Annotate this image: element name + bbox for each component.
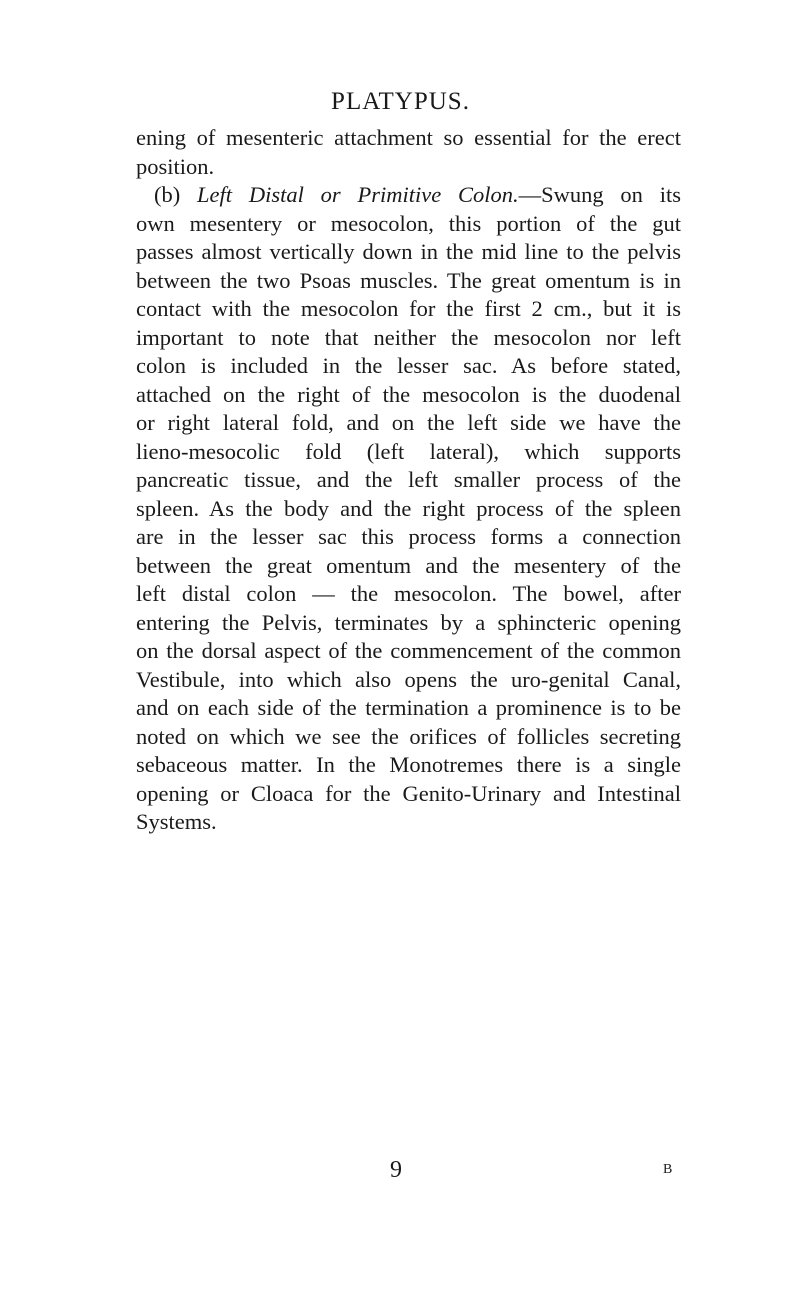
text-line: noted on which we see the orifices of follicles secreting <box>136 723 681 749</box>
text-line: ening of mesenteric attachment so essential for the erect <box>136 125 681 150</box>
text-line-section-b <box>136 181 681 210</box>
text-line: sebaceous matter. In the Monotremes there is a single <box>136 752 681 777</box>
text-line: Vestibule, into which also opens the uro-genital Canal, <box>136 666 681 692</box>
text-line: left distal colon — the mesocolon. The bowel, after <box>136 581 681 606</box>
text-line: attached on the right of the mesocolon is the duodenal <box>136 381 681 407</box>
body-text <box>136 124 681 837</box>
text-line: opening or Cloaca for the Genito-Urinary and Intestinal <box>136 780 681 806</box>
text-line: own mesentery or mesocolon, this portion of the gut <box>136 210 681 236</box>
text-line: between the great omentum and the mesentery of the <box>136 552 681 578</box>
text-line: are in the lesser sac this process forms a connection <box>136 524 681 549</box>
text-line: spleen. As the body and the right process of the spleen <box>136 495 681 521</box>
text-line: position. <box>136 153 215 179</box>
text-line: passes almost vertically down in the mid line to the pelvis <box>136 239 681 264</box>
page-number: 9 <box>390 1157 402 1183</box>
text-line: contact with the mesocolon for the first 2 cm., but it is <box>136 296 681 321</box>
text-line: entering the Pelvis, terminates by a sphincteric opening <box>136 609 681 635</box>
signature-mark: B <box>663 1162 673 1177</box>
text-line: pancreatic tissue, and the left smaller process of the <box>136 467 681 492</box>
text-line: on the dorsal aspect of the commencement of the common <box>136 638 681 663</box>
section-b-marker: (b) <box>154 182 198 207</box>
text-line: between the two Psoas muscles. The great omentum is in <box>136 267 681 293</box>
text-line: lieno-mesocolic fold (left lateral), which supports <box>136 438 681 464</box>
running-head: PLATYPUS. <box>331 88 470 115</box>
section-b-title: Left Distal or Primitive Colon. <box>197 182 519 207</box>
text-line: important to note that neither the mesocolon nor left <box>136 324 681 350</box>
text-line: or right lateral fold, and on the left side we have the <box>136 410 681 435</box>
text-line: Systems. <box>136 809 217 834</box>
text-line: colon is included in the lesser sac. As before stated, <box>136 353 681 378</box>
text-line: and on each side of the termination a prominence is to be <box>136 695 681 720</box>
section-b-lead: —Swung on its <box>518 182 681 207</box>
